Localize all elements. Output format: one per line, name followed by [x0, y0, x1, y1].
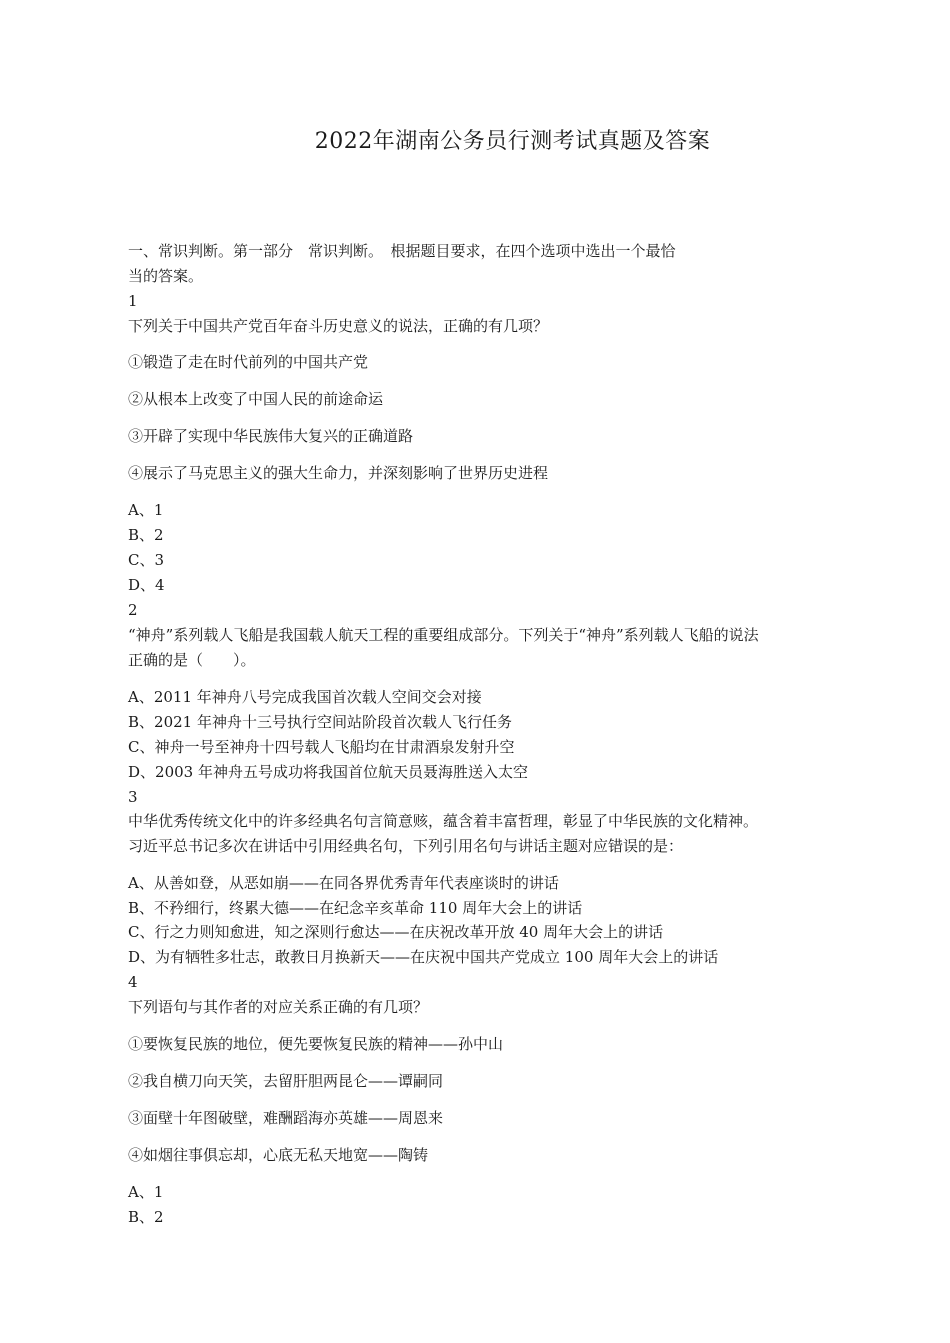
answer-option: C、神舟一号至神舟十四号载人飞船均在甘肃酒泉发射升空 [128, 738, 515, 756]
answer-option: D、2003 年神舟五号成功将我国首位航天员聂海胜送入太空 [128, 763, 528, 781]
question-number: 3 [128, 788, 138, 806]
question-stem: 下列关于中国共产党百年奋斗历史意义的说法，正确的有几项？ [128, 317, 549, 335]
answer-option: B、不矜细行，终累大德——在纪念辛亥革命 110 周年大会上的讲话 [128, 899, 583, 917]
answer-option: C、3 [128, 551, 165, 569]
question-statement: ②从根本上改变了中国人民的前途命运 [128, 390, 384, 408]
question-number: 2 [128, 601, 138, 619]
question-stem: “神舟”系列载人飞船是我国载人航天工程的重要组成部分。下列关于“神舟”系列载人飞船的说法 [128, 626, 759, 644]
answer-option: A、1 [128, 1183, 164, 1201]
answer-option: B、2021 年神舟十三号执行空间站阶段首次载人飞行任务 [128, 713, 512, 731]
answer-option: A、2011 年神舟八号完成我国首次载人空间交会对接 [128, 688, 482, 706]
answer-option: B、2 [128, 1208, 164, 1226]
document-title: 2022年湖南公务员行测考试真题及答案 [314, 129, 711, 154]
question-statement: ③开辟了实现中华民族伟大复兴的正确道路 [128, 427, 414, 445]
answer-option: B、2 [128, 526, 164, 544]
question-stem: 下列语句与其作者的对应关系正确的有几项？ [128, 998, 429, 1016]
question-statement: ②我自横刀向天笑，去留肝胆两昆仑——谭嗣同 [128, 1072, 444, 1090]
answer-option: D、为有牺牲多壮志，敢教日月换新天——在庆祝中国共产党成立 100 周年大会上的讲话 [128, 948, 719, 966]
question-statement: ①锻造了走在时代前列的中国共产党 [128, 353, 369, 371]
answer-option: A、从善如登，从恶如崩——在同各界优秀青年代表座谈时的讲话 [128, 874, 559, 892]
answer-option: C、行之力则知愈进，知之深则行愈达——在庆祝改革开放 40 周年大会上的讲话 [128, 923, 664, 941]
section-heading-continued: 当的答案。 [128, 267, 204, 285]
answer-option: D、4 [128, 576, 165, 594]
question-stem: 中华优秀传统文化中的许多经典名句言简意赅，蕴含着丰富哲理，彰显了中华民族的文化精神。 [128, 812, 759, 830]
question-statement: ④展示了马克思主义的强大生命力，并深刻影响了世界历史进程 [128, 464, 549, 482]
section-heading: 一、常识判断。第一部分 常识判断。 根据题目要求，在四个选项中选出一个最恰 [128, 242, 676, 260]
question-statement: ③面壁十年图破壁，难酬蹈海亦英雄——周恩来 [128, 1109, 444, 1127]
question-statement: ①要恢复民族的地位，便先要恢复民族的精神——孙中山 [128, 1035, 504, 1053]
question-stem-continued: 正确的是（ ）。 [128, 651, 256, 669]
question-statement: ④如烟往事俱忘却，心底无私天地宽——陶铸 [128, 1146, 429, 1164]
question-stem-continued: 习近平总书记多次在讲话中引用经典名句，下列引用名句与讲话主题对应错误的是： [128, 837, 684, 855]
answer-option: A、1 [128, 501, 164, 519]
question-number: 4 [128, 973, 138, 991]
question-number: 1 [128, 292, 138, 310]
